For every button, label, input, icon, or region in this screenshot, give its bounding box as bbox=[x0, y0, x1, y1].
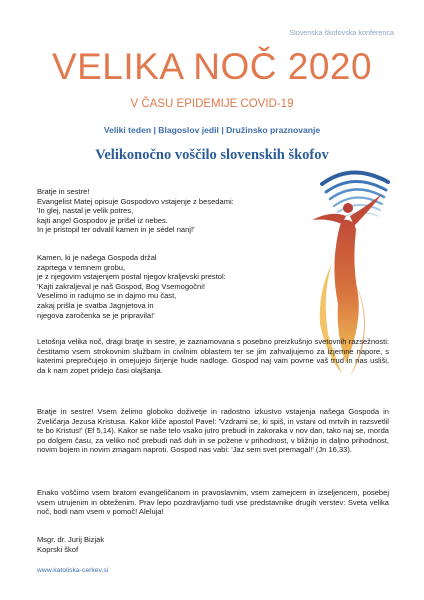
greeting-intro bbox=[37, 187, 389, 235]
text-line: In je pristopil ter odvalil kamen in je sédel nanj!' bbox=[37, 225, 195, 235]
text-line: zaprtega v temnem grobu, bbox=[37, 262, 126, 272]
page-subtitle: V ČASU EPIDEMIJE COVID-19 bbox=[130, 98, 294, 110]
text-line: kajti angel Gospodov je prišel iz nebes. bbox=[37, 215, 168, 225]
signature-name: Msgr. dr. Jurij Bizjak bbox=[37, 535, 105, 544]
text-line: zakaj prišla je svatba Jagnjetova in bbox=[37, 300, 154, 310]
paragraph-3: Enako voščimo vsem bratom evangeličanom in pravoslavnim, vsem zamejcem in izseljencem, posebej vsem utrujenim in obteženim. Prav lepo pozdravljamo tudi vse predstavnike drugih verstev: Sveta velika noč, bodi nam vsem v pomoč! Aleluja! bbox=[37, 488, 389, 517]
signature-title: Koprski škof bbox=[37, 544, 79, 554]
topic-tags: Veliki teden | Blagoslov jedil | Družinsko praznovanje bbox=[103, 125, 321, 135]
text-line: Evangelist Matej opisuje Gospodovo vstajenje z besedami: bbox=[37, 196, 234, 206]
text-line: 'In glej, nastal je velik potres, bbox=[37, 206, 134, 216]
text-line: Veselimo in radujmo se in dajmo mu čast, bbox=[37, 291, 177, 301]
text-line: 'Kajti zakraljeval je naš Gospod, Bog Vsemogočni! bbox=[37, 281, 205, 291]
page-title: VELIKA NOČ 2020 bbox=[51, 46, 373, 87]
text-line: njegova zaročenka se je pripravila!' bbox=[37, 310, 155, 320]
poem-block bbox=[37, 253, 389, 320]
paragraph-1: Letošnja velika noč, dragi bratje in sestre, je zaznamovana s posebno preizkušnjo svetovnih razsežnosti: čestitamo vsem strokovnim službam in civilnim oblastem ter se jim zahvaljujemo za izjemne napore, s katerimi preprečujejo in omejujejo širjenje hude nadloge. Gospod naj vam povrne vaš trud in nas usliši, da k nam zopet pridejo časi olajšanja. bbox=[37, 337, 389, 375]
greeting-title: Velikonočno voščilo slovenskih škofov bbox=[95, 147, 329, 163]
organization-label: Slovenska škofovska konferenca bbox=[289, 28, 394, 37]
text-line: je z njegovim vstajenjem postal njegov kraljevski prestol: bbox=[37, 272, 226, 282]
signature-block bbox=[37, 535, 389, 554]
paragraph-2: Bratje in sestre! Vsem želimo globoko doživetje in radostno izkustvo vstajenja našega Gospoda in Zveličarja Jezusa Kristusa. Kakor kliče apostol Pavel: 'Vzdrami se, ki spiš, in vstani od mrtvih in razsvetlil te bo Kristus!' (Ef 5,14). Kakor se naše telo vsako jutro prebudi in zakoraka v nov dan, tako naj se, morda po dolgem času, za veliko noč prebudi naš duh in se požene v prihodnost, v bližnjo in daljno prihodnost, novim bojem in novim zmagam naproti. Gospod nas vabi: 'Jaz sem svet premagal!' (Jn 16,33). bbox=[37, 407, 389, 455]
website-link[interactable]: www.katoliska-cerkev.si bbox=[37, 567, 109, 574]
text-line: Kamen, ki je našega Gospoda držal bbox=[37, 253, 157, 262]
text-line: Bratje in sestre! bbox=[37, 187, 90, 196]
